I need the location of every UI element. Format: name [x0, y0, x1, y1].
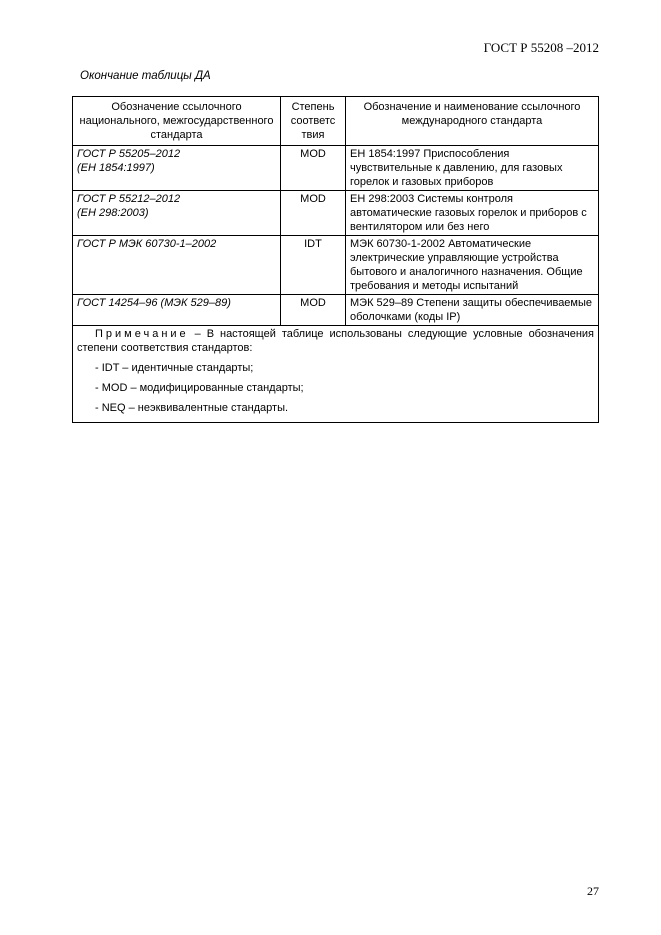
header-national-standard: Обозначение ссылочного национального, межгосударственного стандарта	[73, 97, 281, 146]
note-label: Примечание	[95, 328, 189, 340]
national-standard-equivalent: (ЕН 1854:1997)	[77, 162, 155, 174]
table-row	[73, 295, 599, 326]
table-row	[73, 191, 599, 236]
page-number: 27	[587, 884, 599, 898]
legend-item-neq: - NEQ – неэквивалентные стандарты.	[95, 402, 289, 414]
note-body: – В настоящей таблице использованы следующие условные обозначения степени соответствия стандартов:	[77, 328, 594, 354]
legend-item-mod: - MOD – модифицированные стандарты;	[95, 382, 304, 394]
reference-standards-table	[72, 96, 599, 423]
national-standard-cell	[73, 191, 281, 236]
note-text	[77, 327, 594, 355]
table-note-row	[73, 326, 599, 423]
table-row	[73, 236, 599, 295]
international-standard-cell: ЕН 1854:1997 Приспособления чувствительные к давлению, для газовых горелок и газовых приборов	[346, 146, 599, 191]
national-standard-code: ГОСТ Р 55205–2012	[77, 148, 181, 160]
national-standard-code: ГОСТ Р 55212–2012	[77, 193, 181, 205]
legend-item-idt: - IDT – идентичные стандарты;	[95, 362, 254, 374]
national-standard-cell	[73, 146, 281, 191]
table-caption: Окончание таблицы ДА	[80, 70, 211, 82]
national-standard-cell	[73, 236, 281, 295]
degree-cell: MOD	[281, 191, 346, 236]
national-standard-cell	[73, 295, 281, 326]
header-degree: Степень соответс твия	[281, 97, 346, 146]
document-code: ГОСТ Р 55208 –2012	[483, 40, 599, 55]
international-standard-cell: МЭК 60730-1-2002 Автоматические электрические управляющие устройства бытового и аналогичного назначения. Общие требования и методы испытаний	[346, 236, 599, 295]
international-standard-cell: МЭК 529–89 Степени защиты обеспечиваемые оболочками (коды IP)	[346, 295, 599, 326]
national-standard-code: ГОСТ 14254–96 (МЭК 529–89)	[77, 297, 231, 309]
table-row	[73, 146, 599, 191]
international-standard-cell: ЕН 298:2003 Системы контроля автоматические газовых горелок и приборов с вентилятором или без него	[346, 191, 599, 236]
table-note	[73, 326, 599, 423]
national-standard-equivalent: (ЕН 298:2003)	[77, 207, 149, 219]
degree-cell: IDT	[281, 236, 346, 295]
header-international-standard: Обозначение и наименование ссылочного международного стандарта	[346, 97, 599, 146]
national-standard-code: ГОСТ Р МЭК 60730-1–2002	[77, 238, 217, 250]
degree-cell: MOD	[281, 295, 346, 326]
table-header-row	[73, 97, 599, 146]
degree-cell: MOD	[281, 146, 346, 191]
